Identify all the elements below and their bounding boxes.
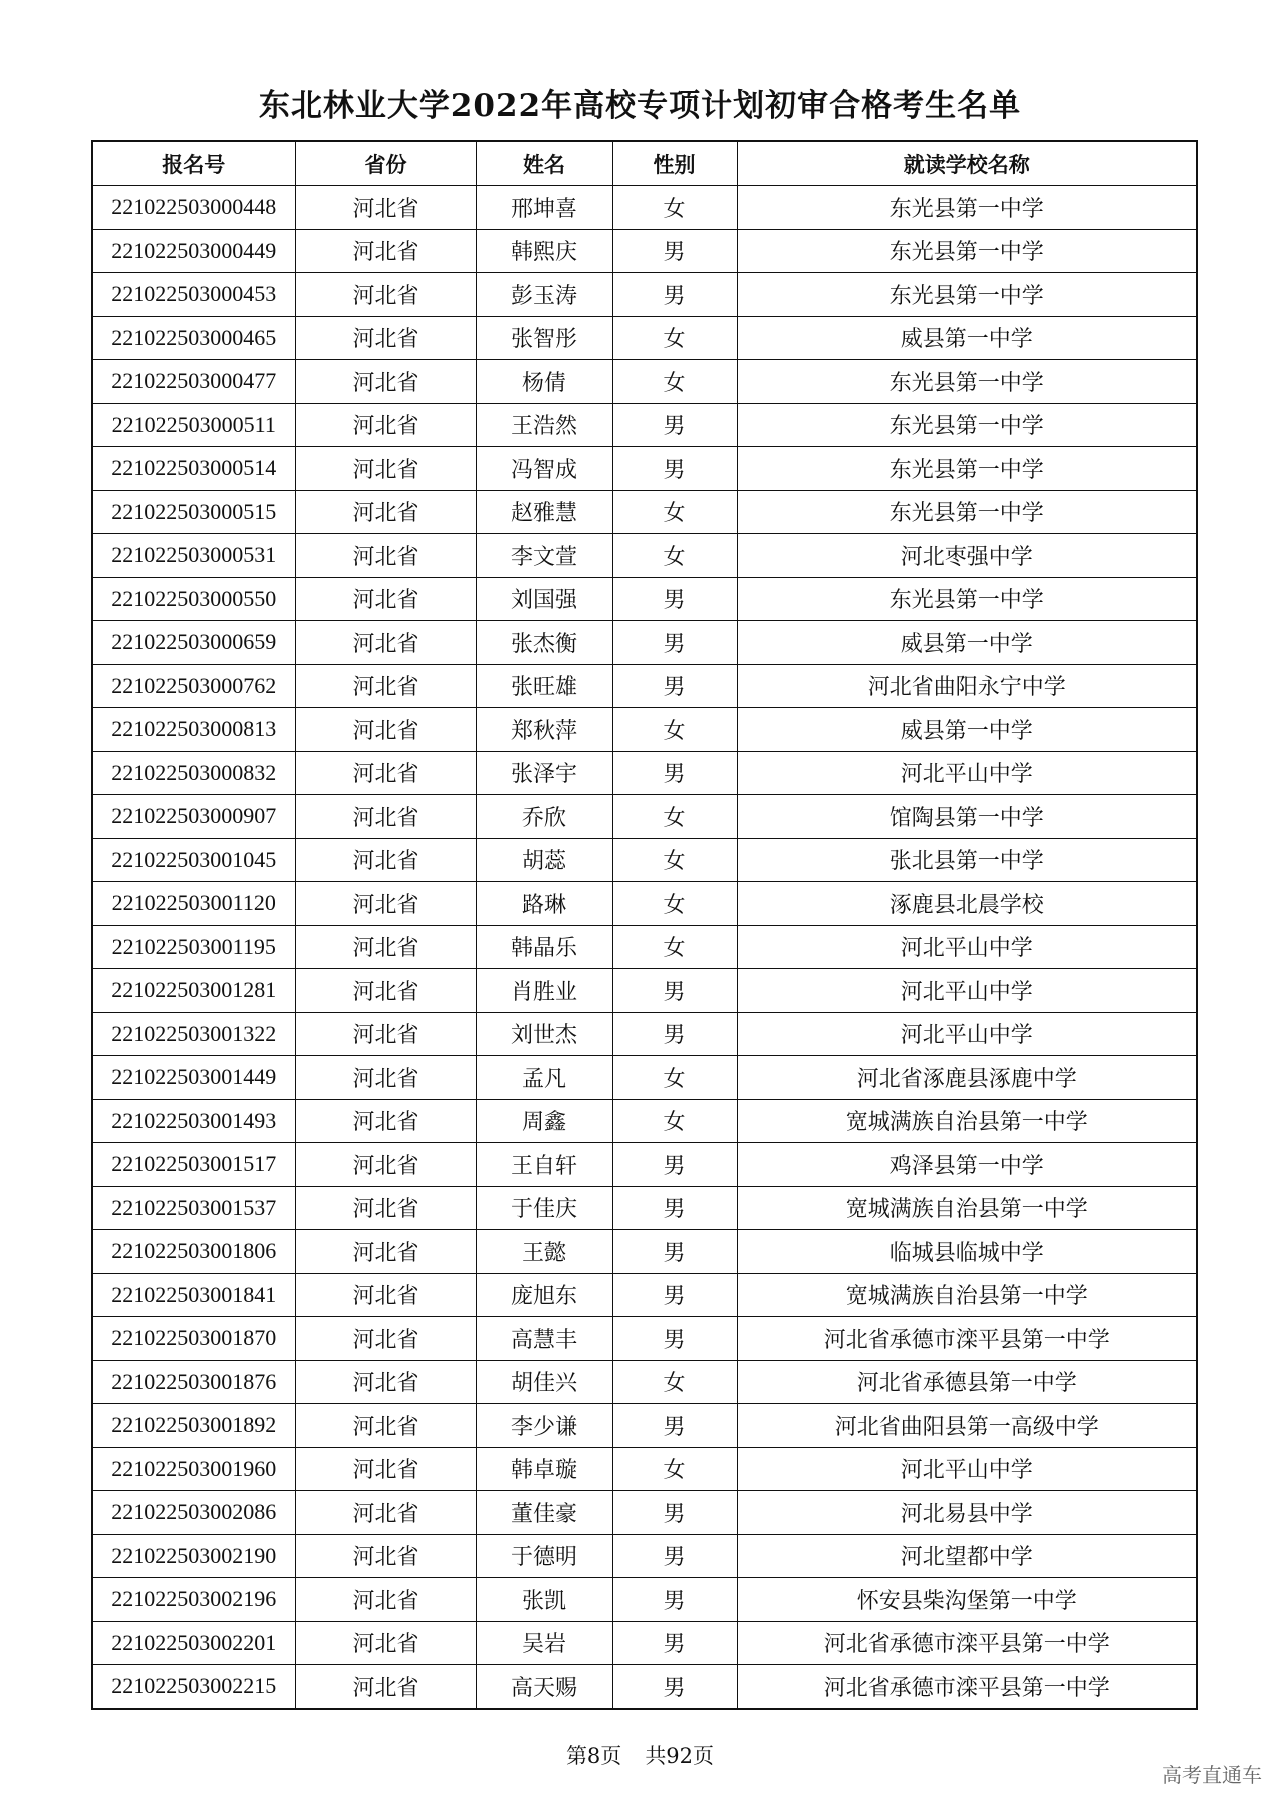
- watermark-text: 高考直通车: [1162, 1763, 1262, 1787]
- cell-school: 河北省承德市滦平县第一中学: [737, 1621, 1197, 1665]
- candidate-table: [91, 140, 1198, 1710]
- cell-province: 河北省: [295, 1578, 476, 1622]
- cell-name: 肖胜业: [476, 969, 612, 1013]
- cell-name: 刘国强: [476, 577, 612, 621]
- table-row: [92, 360, 1197, 404]
- cell-province: 河北省: [295, 708, 476, 752]
- cell-registration-number: 221022503001120: [92, 882, 295, 926]
- cell-registration-number: 221022503001493: [92, 1099, 295, 1143]
- cell-name: 邢坤喜: [476, 186, 612, 230]
- cell-registration-number: 221022503000762: [92, 664, 295, 708]
- cell-gender: 男: [612, 969, 737, 1013]
- cell-registration-number: 221022503000550: [92, 577, 295, 621]
- cell-registration-number: 221022503002201: [92, 1621, 295, 1665]
- cell-province: 河北省: [295, 1621, 476, 1665]
- cell-province: 河北省: [295, 1447, 476, 1491]
- cell-school: 鸡泽县第一中学: [737, 1143, 1197, 1187]
- cell-registration-number: 221022503001045: [92, 838, 295, 882]
- cell-name: 张凯: [476, 1578, 612, 1622]
- cell-name: 张智彤: [476, 316, 612, 360]
- cell-registration-number: 221022503000453: [92, 273, 295, 317]
- table-row: [92, 577, 1197, 621]
- table-row: [92, 1012, 1197, 1056]
- cell-gender: 女: [612, 490, 737, 534]
- cell-gender: 男: [612, 1317, 737, 1361]
- cell-gender: 男: [612, 1578, 737, 1622]
- cell-province: 河北省: [295, 1099, 476, 1143]
- cell-gender: 女: [612, 882, 737, 926]
- table-row: [92, 1491, 1197, 1535]
- cell-registration-number: 221022503001841: [92, 1273, 295, 1317]
- table-row: [92, 1621, 1197, 1665]
- cell-gender: 女: [612, 1099, 737, 1143]
- header-registration-number: 报名号: [92, 141, 295, 186]
- cell-school: 张北县第一中学: [737, 838, 1197, 882]
- cell-name: 赵雅慧: [476, 490, 612, 534]
- table-row: [92, 1578, 1197, 1622]
- cell-registration-number: 221022503001870: [92, 1317, 295, 1361]
- cell-gender: 男: [612, 1143, 737, 1187]
- cell-registration-number: 221022503000448: [92, 186, 295, 230]
- cell-gender: 男: [612, 1534, 737, 1578]
- table-row: [92, 229, 1197, 273]
- cell-registration-number: 221022503001537: [92, 1186, 295, 1230]
- table-row: [92, 186, 1197, 230]
- table-row: [92, 838, 1197, 882]
- cell-name: 路琳: [476, 882, 612, 926]
- cell-gender: 男: [612, 621, 737, 665]
- cell-registration-number: 221022503001876: [92, 1360, 295, 1404]
- header-gender: 性别: [612, 141, 737, 186]
- cell-name: 庞旭东: [476, 1273, 612, 1317]
- cell-name: 韩熙庆: [476, 229, 612, 273]
- cell-province: 河北省: [295, 1491, 476, 1535]
- cell-name: 高天赐: [476, 1665, 612, 1709]
- table-row: [92, 1230, 1197, 1274]
- cell-school: 宽城满族自治县第一中学: [737, 1186, 1197, 1230]
- table-body: [92, 186, 1197, 1709]
- cell-gender: 男: [612, 229, 737, 273]
- cell-school: 东光县第一中学: [737, 447, 1197, 491]
- cell-province: 河北省: [295, 925, 476, 969]
- cell-province: 河北省: [295, 1230, 476, 1274]
- cell-gender: 女: [612, 1360, 737, 1404]
- cell-school: 东光县第一中学: [737, 360, 1197, 404]
- cell-gender: 男: [612, 1230, 737, 1274]
- table-row: [92, 1665, 1197, 1709]
- table-row: [92, 1404, 1197, 1448]
- cell-school: 河北平山中学: [737, 1447, 1197, 1491]
- page-title: 东北林业大学2022年高校专项计划初审合格考生名单: [258, 88, 1022, 124]
- cell-registration-number: 221022503002196: [92, 1578, 295, 1622]
- cell-gender: 男: [612, 751, 737, 795]
- cell-gender: 男: [612, 1491, 737, 1535]
- cell-name: 李少谦: [476, 1404, 612, 1448]
- cell-registration-number: 221022503000514: [92, 447, 295, 491]
- cell-gender: 女: [612, 186, 737, 230]
- cell-name: 刘世杰: [476, 1012, 612, 1056]
- cell-gender: 女: [612, 316, 737, 360]
- table-row: [92, 1360, 1197, 1404]
- cell-gender: 男: [612, 1186, 737, 1230]
- cell-gender: 男: [612, 1012, 737, 1056]
- cell-school: 东光县第一中学: [737, 229, 1197, 273]
- cell-gender: 女: [612, 360, 737, 404]
- cell-school: 东光县第一中学: [737, 403, 1197, 447]
- table-row: [92, 925, 1197, 969]
- cell-province: 河北省: [295, 1143, 476, 1187]
- table-row: [92, 795, 1197, 839]
- table-row: [92, 664, 1197, 708]
- cell-registration-number: 221022503000907: [92, 795, 295, 839]
- cell-name: 孟凡: [476, 1056, 612, 1100]
- cell-name: 李文萱: [476, 534, 612, 578]
- cell-registration-number: 221022503001281: [92, 969, 295, 1013]
- cell-registration-number: 221022503001517: [92, 1143, 295, 1187]
- cell-gender: 男: [612, 1621, 737, 1665]
- cell-name: 张泽宇: [476, 751, 612, 795]
- cell-registration-number: 221022503001892: [92, 1404, 295, 1448]
- cell-province: 河北省: [295, 577, 476, 621]
- cell-gender: 女: [612, 795, 737, 839]
- cell-province: 河北省: [295, 1534, 476, 1578]
- table-row: [92, 1534, 1197, 1578]
- cell-registration-number: 221022503000832: [92, 751, 295, 795]
- cell-province: 河北省: [295, 403, 476, 447]
- cell-school: 东光县第一中学: [737, 186, 1197, 230]
- cell-province: 河北省: [295, 490, 476, 534]
- cell-registration-number: 221022503002086: [92, 1491, 295, 1535]
- table-row: [92, 969, 1197, 1013]
- cell-province: 河北省: [295, 229, 476, 273]
- cell-school: 河北省涿鹿县涿鹿中学: [737, 1056, 1197, 1100]
- cell-name: 于佳庆: [476, 1186, 612, 1230]
- cell-name: 王浩然: [476, 403, 612, 447]
- cell-registration-number: 221022503001195: [92, 925, 295, 969]
- cell-province: 河北省: [295, 838, 476, 882]
- cell-school: 河北平山中学: [737, 751, 1197, 795]
- table-row: [92, 1056, 1197, 1100]
- header-school: 就读学校名称: [737, 141, 1197, 186]
- table-header: [92, 141, 1197, 186]
- cell-registration-number: 221022503001449: [92, 1056, 295, 1100]
- cell-school: 威县第一中学: [737, 621, 1197, 665]
- cell-province: 河北省: [295, 447, 476, 491]
- cell-province: 河北省: [295, 751, 476, 795]
- table-row: [92, 1447, 1197, 1491]
- cell-name: 杨倩: [476, 360, 612, 404]
- table-row: [92, 882, 1197, 926]
- cell-gender: 女: [612, 1447, 737, 1491]
- cell-gender: 男: [612, 1665, 737, 1709]
- cell-province: 河北省: [295, 1665, 476, 1709]
- cell-school: 河北省曲阳县第一高级中学: [737, 1404, 1197, 1448]
- cell-province: 河北省: [295, 360, 476, 404]
- cell-school: 东光县第一中学: [737, 577, 1197, 621]
- table-row: [92, 273, 1197, 317]
- cell-gender: 男: [612, 447, 737, 491]
- table-row: [92, 1186, 1197, 1230]
- page-footer: [0, 1740, 1280, 1770]
- cell-name: 韩卓璇: [476, 1447, 612, 1491]
- page-number: 第8页: [565, 1744, 622, 1768]
- cell-school: 河北省承德市滦平县第一中学: [737, 1317, 1197, 1361]
- cell-school: 河北望都中学: [737, 1534, 1197, 1578]
- cell-school: 河北省曲阳永宁中学: [737, 664, 1197, 708]
- cell-province: 河北省: [295, 273, 476, 317]
- cell-gender: 男: [612, 577, 737, 621]
- table-row: [92, 708, 1197, 752]
- cell-registration-number: 221022503000477: [92, 360, 295, 404]
- cell-name: 王懿: [476, 1230, 612, 1274]
- cell-province: 河北省: [295, 1056, 476, 1100]
- table-row: [92, 1099, 1197, 1143]
- cell-name: 周鑫: [476, 1099, 612, 1143]
- table-row: [92, 316, 1197, 360]
- cell-school: 宽城满族自治县第一中学: [737, 1273, 1197, 1317]
- cell-name: 张旺雄: [476, 664, 612, 708]
- cell-name: 于德明: [476, 1534, 612, 1578]
- table-row: [92, 490, 1197, 534]
- cell-gender: 女: [612, 534, 737, 578]
- cell-gender: 女: [612, 925, 737, 969]
- cell-province: 河北省: [295, 316, 476, 360]
- cell-registration-number: 221022503002215: [92, 1665, 295, 1709]
- table-row: [92, 621, 1197, 665]
- cell-province: 河北省: [295, 621, 476, 665]
- cell-province: 河北省: [295, 969, 476, 1013]
- cell-registration-number: 221022503002190: [92, 1534, 295, 1578]
- cell-school: 东光县第一中学: [737, 490, 1197, 534]
- cell-province: 河北省: [295, 534, 476, 578]
- cell-registration-number: 221022503000515: [92, 490, 295, 534]
- cell-province: 河北省: [295, 1317, 476, 1361]
- table-row: [92, 1273, 1197, 1317]
- cell-registration-number: 221022503001322: [92, 1012, 295, 1056]
- table-row: [92, 1317, 1197, 1361]
- cell-province: 河北省: [295, 1186, 476, 1230]
- cell-gender: 男: [612, 664, 737, 708]
- cell-school: 威县第一中学: [737, 708, 1197, 752]
- cell-province: 河北省: [295, 664, 476, 708]
- cell-school: 怀安县柴沟堡第一中学: [737, 1578, 1197, 1622]
- cell-school: 临城县临城中学: [737, 1230, 1197, 1274]
- cell-province: 河北省: [295, 1012, 476, 1056]
- cell-school: 涿鹿县北晨学校: [737, 882, 1197, 926]
- cell-school: 河北易县中学: [737, 1491, 1197, 1535]
- cell-name: 彭玉涛: [476, 273, 612, 317]
- cell-registration-number: 221022503001960: [92, 1447, 295, 1491]
- cell-name: 王自轩: [476, 1143, 612, 1187]
- cell-province: 河北省: [295, 186, 476, 230]
- cell-gender: 女: [612, 1056, 737, 1100]
- cell-province: 河北省: [295, 882, 476, 926]
- cell-school: 馆陶县第一中学: [737, 795, 1197, 839]
- cell-name: 乔欣: [476, 795, 612, 839]
- cell-registration-number: 221022503000449: [92, 229, 295, 273]
- cell-name: 郑秋萍: [476, 708, 612, 752]
- cell-gender: 男: [612, 273, 737, 317]
- table-row: [92, 1143, 1197, 1187]
- cell-school: 河北省承德市滦平县第一中学: [737, 1665, 1197, 1709]
- header-row: [92, 141, 1197, 186]
- table-row: [92, 751, 1197, 795]
- table-row: [92, 534, 1197, 578]
- cell-registration-number: 221022503000813: [92, 708, 295, 752]
- cell-school: 东光县第一中学: [737, 273, 1197, 317]
- cell-name: 吴岩: [476, 1621, 612, 1665]
- cell-name: 张杰衡: [476, 621, 612, 665]
- table-row: [92, 403, 1197, 447]
- cell-registration-number: 221022503000659: [92, 621, 295, 665]
- table-row: [92, 447, 1197, 491]
- cell-name: 胡蕊: [476, 838, 612, 882]
- cell-school: 河北平山中学: [737, 969, 1197, 1013]
- cell-school: 宽城满族自治县第一中学: [737, 1099, 1197, 1143]
- cell-school: 河北平山中学: [737, 925, 1197, 969]
- cell-gender: 男: [612, 1404, 737, 1448]
- cell-school: 河北平山中学: [737, 1012, 1197, 1056]
- cell-gender: 男: [612, 1273, 737, 1317]
- cell-name: 董佳豪: [476, 1491, 612, 1535]
- cell-school: 河北枣强中学: [737, 534, 1197, 578]
- cell-name: 高慧丰: [476, 1317, 612, 1361]
- cell-gender: 女: [612, 708, 737, 752]
- page-total: 共92页: [645, 1744, 715, 1768]
- cell-registration-number: 221022503000465: [92, 316, 295, 360]
- header-name: 姓名: [476, 141, 612, 186]
- cell-province: 河北省: [295, 1360, 476, 1404]
- cell-gender: 男: [612, 403, 737, 447]
- cell-school: 河北省承德县第一中学: [737, 1360, 1197, 1404]
- cell-name: 冯智成: [476, 447, 612, 491]
- cell-province: 河北省: [295, 795, 476, 839]
- cell-name: 韩晶乐: [476, 925, 612, 969]
- cell-school: 威县第一中学: [737, 316, 1197, 360]
- header-province: 省份: [295, 141, 476, 186]
- cell-registration-number: 221022503000511: [92, 403, 295, 447]
- cell-registration-number: 221022503001806: [92, 1230, 295, 1274]
- cell-province: 河北省: [295, 1404, 476, 1448]
- cell-name: 胡佳兴: [476, 1360, 612, 1404]
- cell-gender: 女: [612, 838, 737, 882]
- cell-registration-number: 221022503000531: [92, 534, 295, 578]
- cell-province: 河北省: [295, 1273, 476, 1317]
